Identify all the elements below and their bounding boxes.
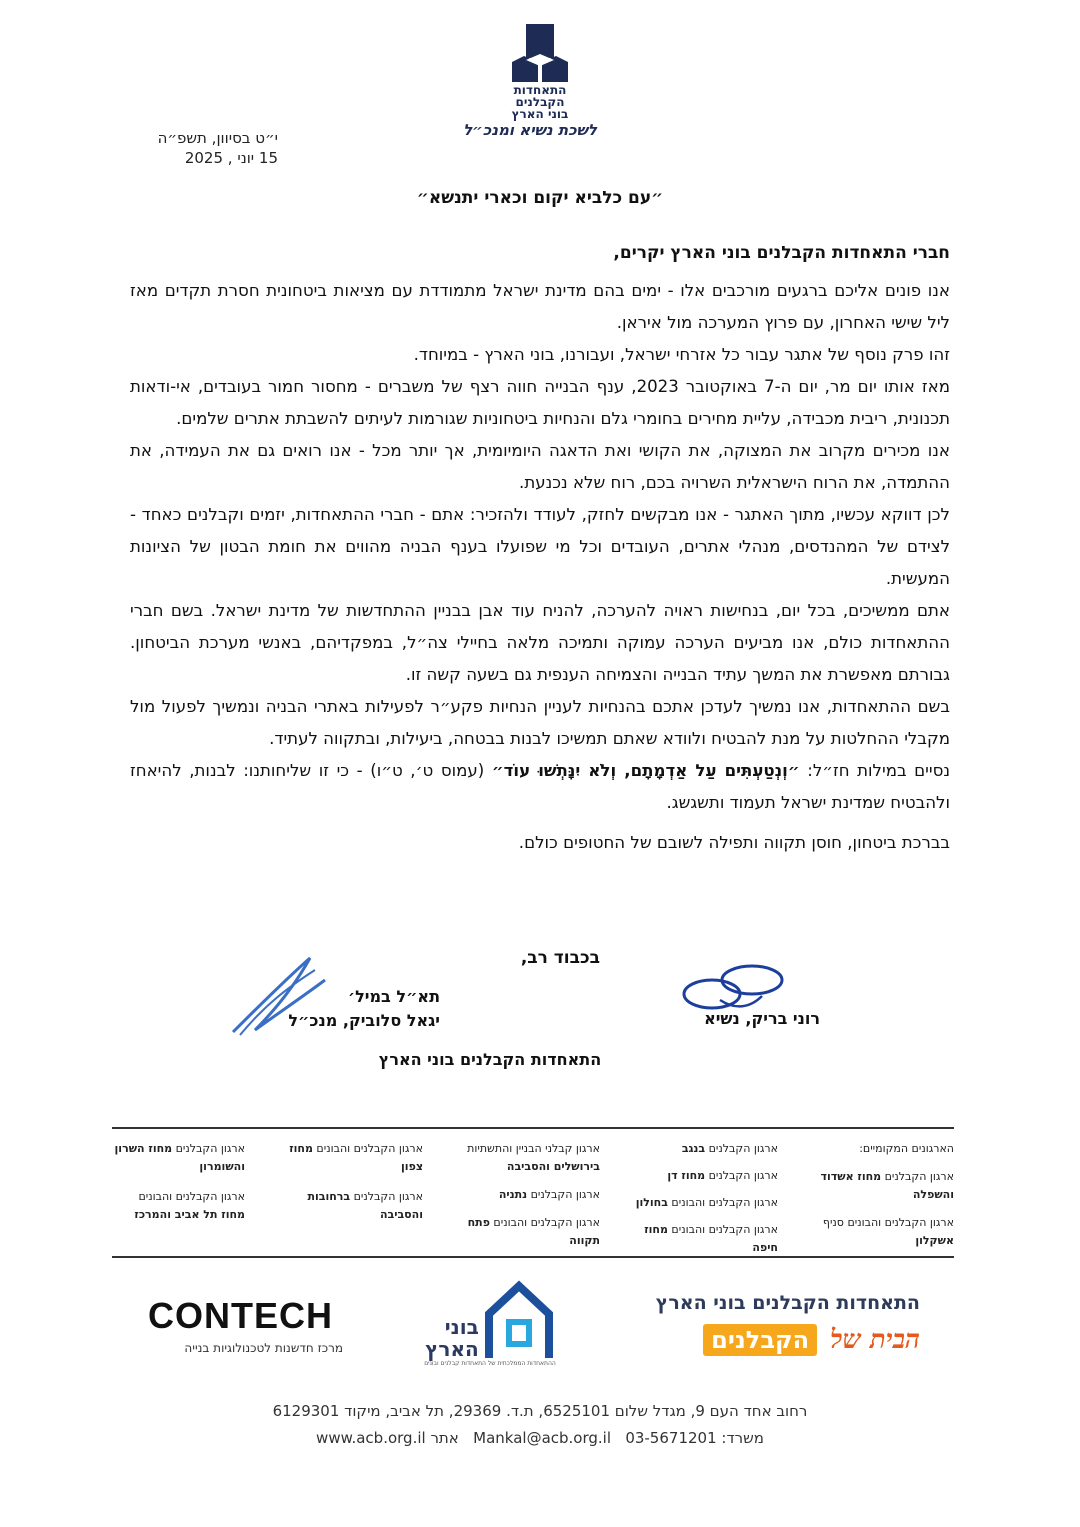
date-block [128, 128, 278, 168]
contech-word: CONTECH [148, 1295, 333, 1336]
acb-tagline [630, 1324, 920, 1356]
paragraph-8 [130, 755, 950, 819]
org-region: מחוז דן [667, 1169, 706, 1182]
org-prefix: ארגון הקבלנים [350, 1190, 423, 1203]
letter-greeting: חברי התאחדות הקבלנים בוני הארץ יקרים, [613, 243, 950, 263]
org-region: בנגב [681, 1142, 706, 1155]
paragraph-2: זהו פרק נוסף של אתגר עבור כל אזרחי ישראל, ועבורנו, בוני הארץ - במיוחד. [413, 345, 950, 364]
org-prefix: ארגון הקבלנים והבונים [312, 1142, 423, 1155]
site-label: אתר [430, 1429, 459, 1447]
org-prefix: ארגון הקבלנים והבונים סניף [822, 1216, 954, 1229]
boney-caption: ההתאחדות הממלכתית של התאחדות קבלנים ובונים [424, 1360, 556, 1367]
signature-left-text [270, 985, 440, 1033]
address: רחוב אחד העם 9, מגדל שלום 6525101, ת.ד. 29369, תל אביב, מיקוד 6129301 [272, 1402, 808, 1420]
letter-title: ״עם כלביא יקום וכארי יתנשא״ [416, 188, 664, 208]
org-column-0 [800, 1140, 954, 1250]
p8-before: נסיים במילות חז״ל: [799, 761, 951, 780]
org-prefix: ארגון הקבלנים [705, 1169, 778, 1182]
org-prefix: ארגון הקבלנים [705, 1142, 778, 1155]
signature-org: התאחדות הקבלנים בוני הארץ [378, 1050, 602, 1069]
phone: 03-5671201 [625, 1429, 717, 1447]
paragraph-4: אנו מכירים מקרוב את המצוקה, את הקושי ואת הדאגה היומיומית, אך יותר מכל - אנו רואים גם את העמידה, את ההתמדה, את הרוח הישראלית השרויה בכם, רוח שלא נכנעת. [130, 441, 950, 492]
org-region: מחוז אשדוד והשפלה [820, 1170, 954, 1201]
house-icon [483, 1280, 555, 1360]
p8-after: (עמוס ט׳, ט״ו) - כי זו שליחותנו: לבנות, להיאחז ולהבטיח שמדינת ישראל תעמוד ותשגשג. [130, 761, 950, 812]
boney-haaretz-logo [420, 1280, 560, 1367]
org-region: אשקלון [915, 1234, 954, 1247]
acb-name: התאחדות הקבלנים בוני הארץ [655, 1292, 920, 1314]
boney-line-2: הארץ [425, 1337, 479, 1361]
signature-left-rank: תא״ל במיל׳ [347, 987, 440, 1006]
logo-line-3: בוני הארץ [511, 107, 569, 121]
org-item [800, 1214, 954, 1250]
org-prefix: ארגון קבלני הבניין והתשתיות [467, 1142, 600, 1155]
paragraph-7: בשם ההתאחדות, אנו נמשיך לעדכן אתכם בהנחיות לעניין הנחיות פקע״ר לפעילות באתרי הבניה ונמשיך לפעול מול מקבלי ההחלטות על מנת להבטיח ולוודא שאתם תמשיכו לבנות בבטחה, ביעילות, ובתקווה לעתיד. [130, 697, 950, 748]
acb-pill: הקבלנים [703, 1324, 817, 1356]
signature-left-name: יגאל סלוביק, מנכ״ל [288, 1011, 440, 1030]
org-item [455, 1214, 600, 1250]
paragraph-1: אנו פונים אליכם ברגעים מורכבים אלו - ימים בהם מדינת ישראל מתמודדת עם מציאות ביטחונית חסרת תקדים מאז ליל שישי האחרון, עם פרוץ המערכה מול איראן. [130, 281, 950, 332]
org-item [630, 1140, 778, 1158]
org-region: בחולון [635, 1196, 668, 1209]
org-item [455, 1140, 600, 1176]
acb-script: הבית של [830, 1325, 920, 1355]
org-region: מחוז השרון והשומרון [114, 1142, 245, 1173]
email[interactable]: Mankal@acb.org.il [473, 1429, 611, 1447]
paragraph-5: לכן דווקא עכשיו, מתוך האתגר - אנו מבקשים לחזק, לעודד ולהזכיר: אתם - חברי ההתאחדות, יזמים וקבלנים כאחד - לצידם של המהנדסים, מנהלי אתרים, העובדים וכל מי שפועלו בענף הבניה מהווים את חומת הבטון של הציונות המעשית. [130, 505, 950, 588]
contech-logo [148, 1295, 343, 1355]
org-prefix: ארגון הקבלנים והבונים [489, 1216, 600, 1229]
p8-quote: ״וְנְטַעְתִּים עַל אַדְמָתָם, וְלֹא יִנָּתְשׁוּ עוֹד״ [491, 761, 800, 780]
org-prefix: ארגון הקבלנים והבונים [667, 1196, 778, 1209]
date-gregorian: 15 יוני , 2025 [184, 149, 278, 167]
footer-divider-bottom [112, 1256, 954, 1258]
signature-right-text: רוני בריק, נשיא [704, 1009, 820, 1028]
org-item [112, 1140, 245, 1176]
org-column-1 [630, 1140, 778, 1257]
org-column-2 [455, 1140, 600, 1250]
org-item [630, 1167, 778, 1185]
logo-line-2: הקבלנים [515, 95, 565, 109]
org-item [630, 1221, 778, 1257]
org-prefix: ארגון הקבלנים [881, 1170, 954, 1183]
contact-line [130, 1429, 950, 1447]
contech-subtitle: מרכז חדשנות לטכנולוגיות בנייה [184, 1341, 343, 1355]
buildings-logo-icon [510, 22, 570, 84]
org-item [800, 1168, 954, 1204]
header-logo [480, 22, 600, 120]
boney-line-1: בוני [444, 1315, 479, 1339]
org-region: בירושלים והסביבה [506, 1160, 600, 1173]
org-region: מחוז תל אביב והמרכז [134, 1208, 245, 1221]
org-region: פתח תקווה [467, 1216, 600, 1247]
org-item [455, 1186, 600, 1204]
org-prefix: ארגון הקבלנים והבונים [138, 1190, 245, 1203]
org-prefix: ארגון הקבלנים והבונים [667, 1223, 778, 1236]
office-line: לשכת נשיא ומנכ״ל [463, 121, 597, 139]
org-item [285, 1188, 423, 1224]
date-hebrew: י״ט בסיוון, תשפ״ה [157, 129, 278, 147]
footer-divider-top [112, 1127, 954, 1129]
org-region: נתניה [498, 1188, 528, 1201]
org-item [112, 1188, 245, 1224]
paragraph-6: אתם ממשיכים, בכל יום, בנחישות ראויה להערכה, להניח עוד אבן בבניין ההתחדשות של מדינת ישראל. בשם חברי ההתאחדות כולם, אנו מביעים הערכה עמוקה ותמיכה מלאה בחיילי צה״ל, במפקדיהם, באנשי מערכת הביטחון. גבורתם מאפשרת את המשך עתיד הבנייה והצמיחה הענפית גם בשעה קשה זו. [130, 601, 950, 684]
org-region: מחוז חיפה [644, 1223, 778, 1254]
paragraph-3: מאז אותו יום מר, יום ה-7 באוקטובר 2023, ענף הבנייה חווה רצף של משברים - מחסור חמור בעובדים, אי-ודאות תכנונית, ריבית מכבידה, עליית מחירים בחומרי גלם והנחיות ביטחוניות שגורמות לעיתים להשבתת אתרים שלמים. [130, 377, 950, 428]
phone-label: משרד: [721, 1429, 764, 1447]
org-prefix: ארגון הקבלנים [172, 1142, 245, 1155]
orgs-heading: הארגונים המקומיים: [859, 1142, 954, 1155]
org-item [630, 1194, 778, 1212]
org-item [285, 1140, 423, 1176]
org-column-4 [112, 1140, 245, 1224]
org-column-3 [285, 1140, 423, 1224]
org-prefix: ארגון הקבלנים [527, 1188, 600, 1201]
closing: בכבוד רב, [520, 948, 600, 968]
org-region: מחוז צפון [289, 1142, 423, 1173]
letter-body [130, 275, 950, 859]
acb-logo [630, 1292, 920, 1356]
website[interactable]: www.acb.org.il [316, 1429, 426, 1447]
org-region: ברחובות והסביבה [307, 1190, 423, 1221]
paragraph-9: בברכת ביטחון, חוסן תקווה ותפילה לשובם של החטופים כולם. [518, 833, 950, 852]
logo-line-1: התאחדות [513, 83, 567, 97]
